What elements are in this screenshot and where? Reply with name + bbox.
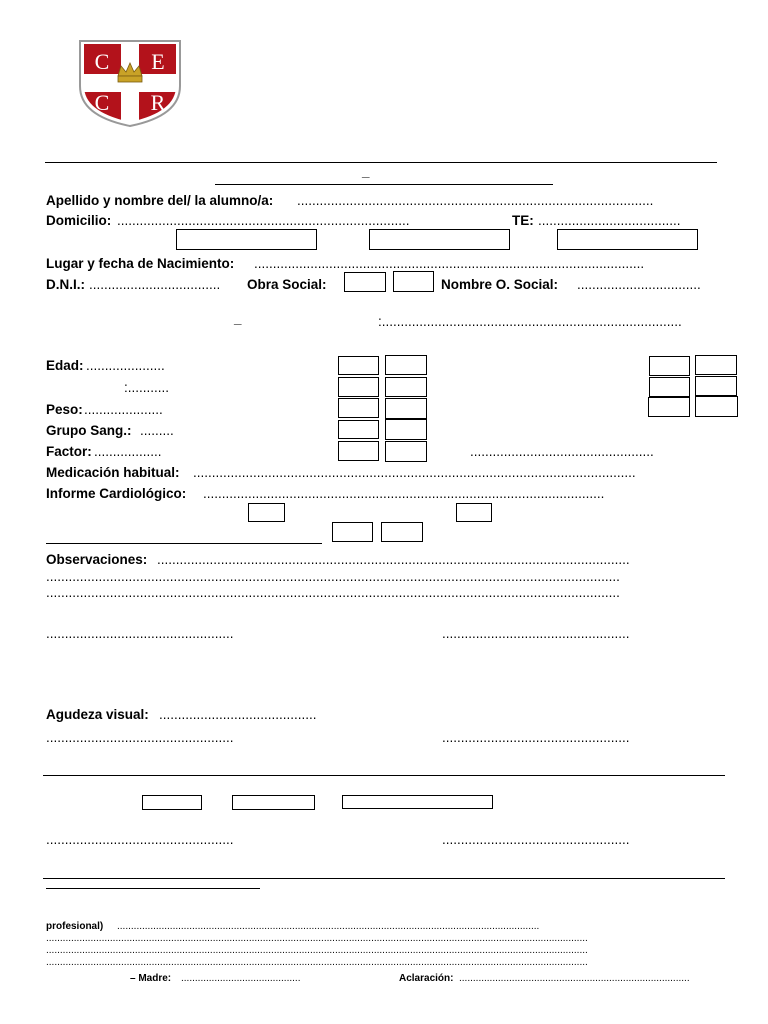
signature-left-2[interactable]: .................................................. xyxy=(46,730,234,745)
header-line-top xyxy=(45,162,717,163)
factor-field[interactable]: .................. xyxy=(94,444,162,459)
domicilio-field[interactable]: .............................................................................. xyxy=(117,213,410,228)
cardio-underline xyxy=(46,543,322,544)
signature-right-1[interactable]: .................................................. xyxy=(442,626,630,641)
dni-field[interactable]: ................................... xyxy=(89,277,221,292)
grupo-label: Grupo Sang.: xyxy=(46,423,132,438)
med-box-4b[interactable] xyxy=(385,419,427,440)
checkbox-1[interactable] xyxy=(176,229,317,250)
med-box-5a[interactable] xyxy=(338,441,379,461)
right-box-3b[interactable] xyxy=(695,396,738,417)
checkbox-2[interactable] xyxy=(369,229,510,250)
section-underline-short xyxy=(46,888,260,889)
nacimiento-field[interactable]: ........................................................................................................ xyxy=(254,256,645,271)
crest-letter-2: E xyxy=(151,49,165,74)
edad-label: Edad: xyxy=(46,358,84,373)
med-box-5b[interactable] xyxy=(385,441,427,462)
header-line-title xyxy=(215,184,553,185)
grupo-field[interactable]: ......... xyxy=(140,423,174,438)
profesional-field[interactable]: ........................................................................................................................................................ xyxy=(117,921,540,932)
option-box-2[interactable] xyxy=(232,795,315,810)
obra-social-no-box[interactable] xyxy=(393,271,434,292)
row-colon-field[interactable]: :................................................................................ xyxy=(378,314,682,329)
header-dash: _ xyxy=(362,164,370,179)
crest-letter-1: C xyxy=(94,49,110,74)
alumno-label: Apellido y nombre del/ la alumno/a: xyxy=(46,193,274,208)
agudeza-field[interactable]: .......................................... xyxy=(159,707,317,722)
cardio-box-mid-2[interactable] xyxy=(381,522,423,542)
option-box-3[interactable] xyxy=(342,795,493,809)
school-crest-logo xyxy=(76,38,184,128)
signature-left-1[interactable]: .................................................. xyxy=(46,626,234,641)
profesional-line-3[interactable]: ................................................................................................................................................................................................... xyxy=(46,957,588,968)
aclaracion-field[interactable]: ................................................................................... xyxy=(459,973,690,984)
factor-right-field[interactable]: ................................................. xyxy=(470,444,654,459)
obra-social-label: Obra Social: xyxy=(247,277,327,292)
profesional-label: profesional) xyxy=(46,921,104,932)
observaciones-field[interactable]: .............................................................................................................................. xyxy=(157,552,630,567)
crest-letter-4: R xyxy=(150,90,166,115)
aclaracion-label: Aclaración: xyxy=(399,973,454,984)
right-box-3a[interactable] xyxy=(648,397,690,417)
medicacion-label: Medicación habitual: xyxy=(46,465,180,480)
signature-left-3[interactable]: .................................................. xyxy=(46,832,234,847)
med-box-2b[interactable] xyxy=(385,377,427,397)
profesional-line-2[interactable]: ................................................................................................................................................................................................... xyxy=(46,945,588,956)
domicilio-label: Domicilio: xyxy=(46,213,112,228)
madre-label: – Madre: xyxy=(130,973,172,984)
med-box-2a[interactable] xyxy=(338,377,379,397)
factor-label: Factor: xyxy=(46,444,92,459)
med-box-1a[interactable] xyxy=(338,356,379,375)
right-box-1b[interactable] xyxy=(695,355,737,375)
cardio-box-right[interactable] xyxy=(456,503,492,522)
edad-field[interactable]: ..................... xyxy=(86,358,165,373)
nombre-os-label: Nombre O. Social: xyxy=(441,277,559,292)
signature-right-3[interactable]: .................................................. xyxy=(442,832,630,847)
te-field[interactable]: ...................................... xyxy=(538,213,681,228)
obra-social-yes-box[interactable] xyxy=(344,272,386,292)
observaciones-line-2[interactable]: ......................................................................................................................................................... xyxy=(46,585,620,600)
alumno-field[interactable]: ............................................................................................... xyxy=(297,193,654,208)
section-divider-2 xyxy=(43,878,725,879)
med-box-3a[interactable] xyxy=(338,398,379,418)
observaciones-line-1[interactable]: ......................................................................................................................................................... xyxy=(46,569,620,584)
med-box-3b[interactable] xyxy=(385,398,427,419)
peso-field[interactable]: ..................... xyxy=(84,402,163,417)
right-box-1a[interactable] xyxy=(649,356,690,376)
checkbox-3[interactable] xyxy=(557,229,698,250)
profesional-line-1[interactable]: ................................................................................................................................................................................................... xyxy=(46,933,588,944)
option-box-1[interactable] xyxy=(142,795,202,810)
signature-right-2[interactable]: .................................................. xyxy=(442,730,630,745)
colon-row-field[interactable]: :........... xyxy=(124,380,170,395)
row-dash: _ xyxy=(234,311,242,326)
med-box-4a[interactable] xyxy=(338,420,379,439)
agudeza-label: Agudeza visual: xyxy=(46,707,149,722)
crest-letter-3: C xyxy=(94,90,110,115)
med-box-1b[interactable] xyxy=(385,355,427,375)
cardio-label: Informe Cardiológico: xyxy=(46,486,187,501)
medicacion-field[interactable]: ...................................................................................................................... xyxy=(193,465,636,480)
cardio-field[interactable]: ........................................................................................................... xyxy=(203,486,605,501)
nombre-os-field[interactable]: ................................. xyxy=(577,277,701,292)
right-box-2a[interactable] xyxy=(649,377,690,397)
te-label: TE: xyxy=(512,213,534,228)
dni-label: D.N.I.: xyxy=(46,277,85,292)
nacimiento-label: Lugar y fecha de Nacimiento: xyxy=(46,256,235,271)
madre-field[interactable]: ........................................... xyxy=(181,973,301,984)
right-box-2b[interactable] xyxy=(695,376,737,396)
observaciones-label: Observaciones: xyxy=(46,552,148,567)
section-divider-1 xyxy=(43,775,725,776)
cardio-box-left[interactable] xyxy=(248,503,285,522)
peso-label: Peso: xyxy=(46,402,83,417)
cardio-box-mid-1[interactable] xyxy=(332,522,373,542)
